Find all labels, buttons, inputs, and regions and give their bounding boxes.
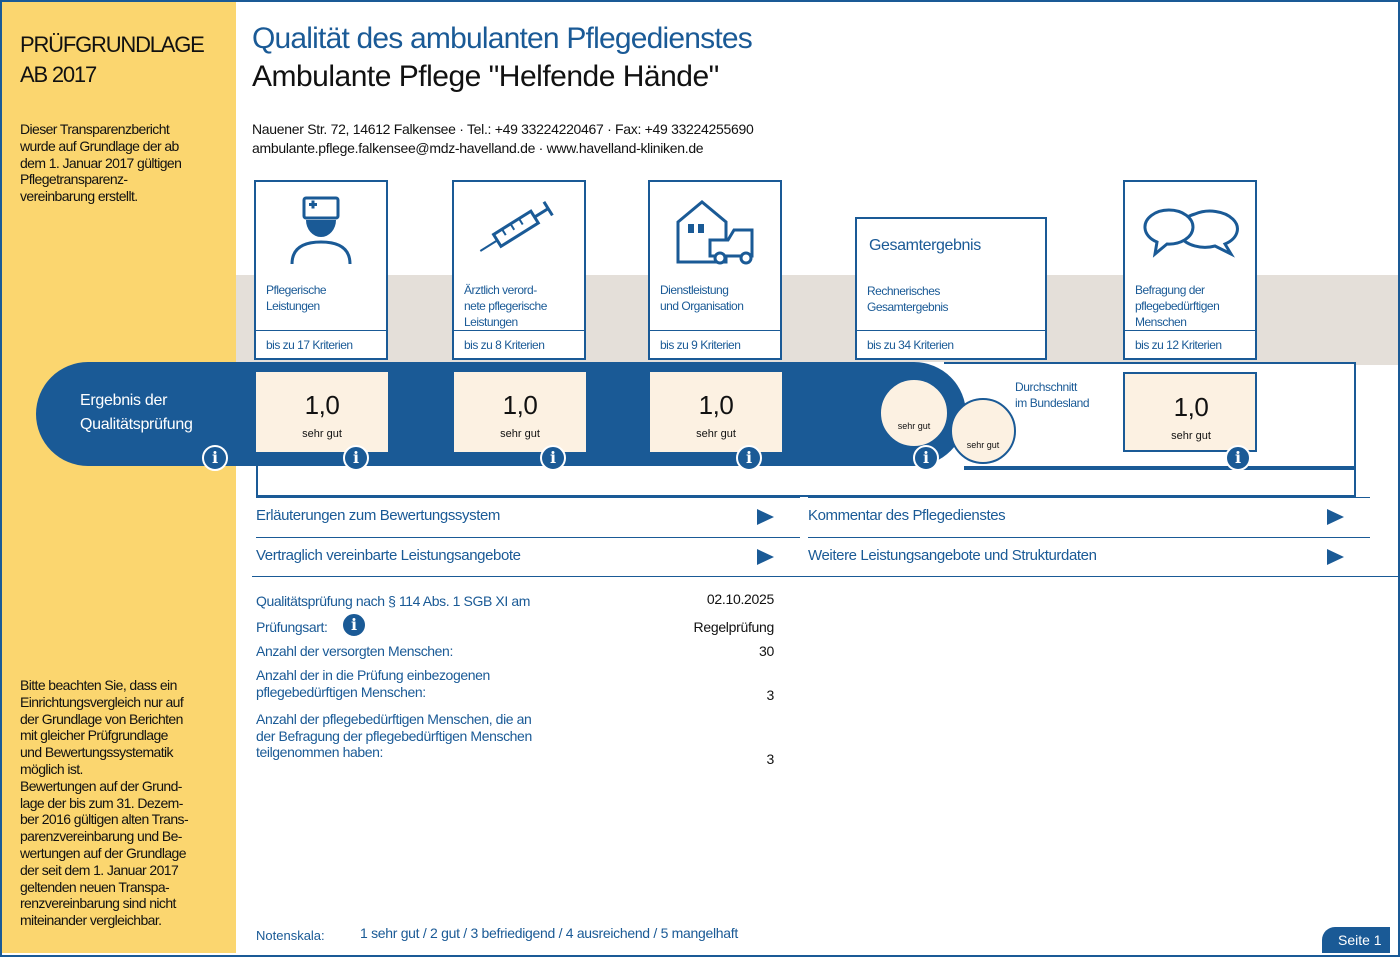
category-label-line: Ärztlich verord- — [464, 283, 537, 297]
provider-name: Ambulante Pflege "Helfende Hände" — [252, 60, 719, 93]
info-icon[interactable]: i — [343, 445, 369, 471]
category-criteria: bis zu 17 Kriterien — [256, 330, 386, 358]
link-rating-system[interactable] — [256, 497, 800, 536]
overall-card[interactable] — [855, 217, 1047, 360]
grade-text: sehr gut — [302, 428, 342, 440]
result-band-label: Ergebnis der — [80, 392, 168, 409]
sidebar-notice-line: Bitte beachten Sie, dass ein — [20, 677, 177, 693]
overall-label-line: Gesamtergebnis — [867, 300, 949, 314]
link-label: Kommentar des Pflegedienstes — [808, 507, 1006, 524]
sidebar-intro-line: dem 1. Januar 2017 gültigen — [20, 154, 182, 171]
link-label: Erläuterungen zum Bewertungssystem — [256, 507, 501, 524]
sidebar-intro — [20, 121, 220, 205]
play-arrow-icon — [757, 509, 774, 525]
grade-text: sehr gut — [500, 428, 540, 440]
fact-inspection-type-label: Prüfungsart: — [256, 619, 328, 635]
category-label — [266, 282, 326, 314]
fact-inspection-date-label: Qualitätsprüfung nach § 114 Abs. 1 SGB XI am — [256, 593, 530, 609]
play-arrow-icon — [1327, 509, 1344, 525]
divider — [252, 576, 1398, 577]
grade-text: sehr gut — [1171, 430, 1211, 442]
category-card-survey[interactable] — [1123, 180, 1257, 360]
syringe-icon — [454, 188, 584, 268]
category-label — [464, 282, 547, 330]
fact-label-line: der Befragung der pflegebedürftigen Menschen — [256, 727, 532, 744]
category-criteria: bis zu 9 Kriterien — [650, 330, 780, 358]
state-average-label — [1015, 379, 1089, 411]
sidebar-notice-line: und Bewertungssystematik — [20, 744, 173, 761]
category-label-line: pflegebedürftigen — [1135, 299, 1220, 313]
fact-sample-label — [256, 667, 490, 700]
info-icon[interactable]: i — [341, 612, 367, 638]
sidebar-notice-line: Einrichtungsvergleich nur auf — [20, 693, 184, 710]
state-average-label-line: im Bundesland — [1015, 396, 1090, 410]
grade-value: 1,0 — [698, 390, 734, 420]
fact-survey-value: 3 — [766, 751, 774, 767]
category-criteria: bis zu 12 Kriterien — [1125, 330, 1255, 358]
sidebar-notice-line: miteinander vergleichbar. — [20, 912, 162, 929]
category-card-medical[interactable] — [452, 180, 586, 360]
sidebar-notice-line: parenzvereinbarung und Be- — [20, 828, 182, 845]
contact-address: Nauener Str. 72, 14612 Falkensee · Tel.: +49 33224220467 · Fax: +49 33224255690 — [252, 121, 754, 137]
info-icon[interactable]: i — [736, 445, 762, 471]
fact-label-line: teilgenommen haben: — [256, 744, 384, 760]
overall-grade-circle — [879, 378, 949, 448]
grade-value: 1,0 — [304, 390, 340, 420]
category-label-line: Befragung der — [1135, 283, 1205, 297]
overall-title: Gesamtergebnis — [869, 237, 981, 254]
grade-text: sehr gut — [696, 428, 736, 440]
info-icon[interactable]: i — [540, 445, 566, 471]
overall-label-line: Rechnerisches — [867, 284, 940, 298]
grade-value: 1,0 — [502, 390, 538, 420]
sidebar-intro-line: wurde auf Grundlage der ab — [20, 137, 179, 154]
speech-bubbles-icon — [1125, 188, 1255, 268]
link-structure-data[interactable] — [808, 537, 1370, 576]
grade-scale: 1 sehr gut / 2 gut / 3 befriedigend / 4 ausreichend / 5 mangelhaft — [360, 925, 738, 941]
grade-box-organisation — [650, 372, 782, 452]
category-label-line: und Organisation — [660, 299, 744, 313]
sidebar-intro-line: vereinbarung erstellt. — [20, 188, 138, 205]
survey-result-panel-edge — [964, 466, 1356, 470]
fact-inspection-date-value: 02.10.2025 — [706, 591, 774, 607]
grade-scale-label: Notenskala: — [256, 928, 325, 943]
category-card-organisation[interactable] — [648, 180, 782, 360]
play-arrow-icon — [757, 549, 774, 565]
sidebar-intro-line: Dieser Transparenzbericht — [20, 121, 170, 137]
sidebar-intro-line: Pflegetransparenz- — [20, 171, 128, 188]
sidebar-notice-line: der seit dem 1. Januar 2017 — [20, 861, 179, 878]
play-arrow-icon — [1327, 549, 1344, 565]
sidebar-title-line: PRÜFGRUNDLAGE — [20, 32, 204, 57]
category-card-care[interactable] — [254, 180, 388, 360]
fact-inspection-type-value: Regelprüfung — [693, 619, 774, 635]
sidebar-notice-line: mit gleicher Prüfgrundlage — [20, 727, 168, 744]
link-contract-services[interactable] — [256, 537, 800, 576]
grade-box-care — [256, 372, 388, 452]
link-label: Vertraglich vereinbarte Leistungsangebote — [256, 547, 521, 564]
sidebar-notice-line: möglich ist. — [20, 760, 83, 777]
category-label-line: Leistungen — [464, 315, 518, 329]
sidebar-title — [20, 30, 204, 90]
result-band-label: Qualitätsprüfung — [80, 416, 193, 433]
fact-label-line: Anzahl der pflegebedürftigen Menschen, die an — [256, 711, 532, 727]
category-label — [660, 282, 743, 314]
sidebar-notice-line: der Grundlage von Berichten — [20, 710, 183, 727]
category-criteria: bis zu 8 Kriterien — [454, 330, 584, 358]
sidebar-notice-line: ber 2016 gültigen alten Trans- — [20, 811, 189, 828]
info-icon[interactable]: i — [1225, 445, 1251, 471]
category-label-line: Dienstleistung — [660, 283, 729, 297]
sidebar-notice-line: Bewertungen auf der Grund- — [20, 777, 182, 794]
fact-label-line: pflegebedürftigen Menschen: — [256, 683, 426, 700]
category-label-line: Menschen — [1135, 315, 1187, 329]
sidebar-title-line: AB 2017 — [20, 62, 97, 87]
info-icon[interactable]: i — [913, 445, 939, 471]
overall-grade-text: sehr gut — [897, 421, 931, 431]
contact-web: ambulante.pflege.falkensee@mdz-havelland.de · www.havelland-kliniken.de — [252, 140, 704, 156]
fact-clients-label: Anzahl der versorgten Menschen: — [256, 643, 453, 659]
sidebar-notice — [20, 677, 220, 929]
sidebar-notice-line: renzvereinbarung sind nicht — [20, 895, 176, 912]
grade-box-medical — [454, 372, 586, 452]
info-icon[interactable]: i — [202, 445, 228, 471]
sidebar-notice-line: geltenden neuen Transpa- — [20, 878, 170, 895]
fact-label-line: Anzahl der in die Prüfung einbezogenen — [256, 667, 490, 683]
report-title: Qualität des ambulanten Pflegedienstes — [252, 22, 752, 55]
overall-label — [867, 283, 948, 315]
nurse-icon — [256, 188, 386, 268]
link-label: Weitere Leistungsangebote und Strukturdaten — [808, 547, 1097, 564]
sidebar-notice-line: wertungen auf der Grundlage — [20, 844, 186, 861]
page-number-badge: Seite 1 — [1322, 927, 1390, 953]
category-label-line: Leistungen — [266, 299, 320, 313]
category-label-line: Pflegerische — [266, 283, 327, 297]
house-car-icon — [650, 188, 780, 268]
state-average-circle — [950, 398, 1016, 464]
fact-clients-value: 30 — [759, 643, 774, 659]
category-label — [1135, 282, 1219, 330]
overall-criteria: bis zu 34 Kriterien — [857, 330, 1045, 358]
state-average-label-line: Durchschnitt — [1015, 380, 1077, 394]
fact-survey-label — [256, 711, 532, 761]
grade-box-survey — [1123, 372, 1257, 452]
link-provider-comment[interactable] — [808, 497, 1370, 536]
state-average-text: sehr gut — [966, 440, 1000, 450]
sidebar-notice-line: lage der bis zum 31. Dezem- — [20, 794, 183, 811]
fact-sample-value: 3 — [766, 687, 774, 703]
grade-value: 1,0 — [1173, 392, 1209, 422]
category-label-line: nete pflegerische — [464, 299, 547, 313]
